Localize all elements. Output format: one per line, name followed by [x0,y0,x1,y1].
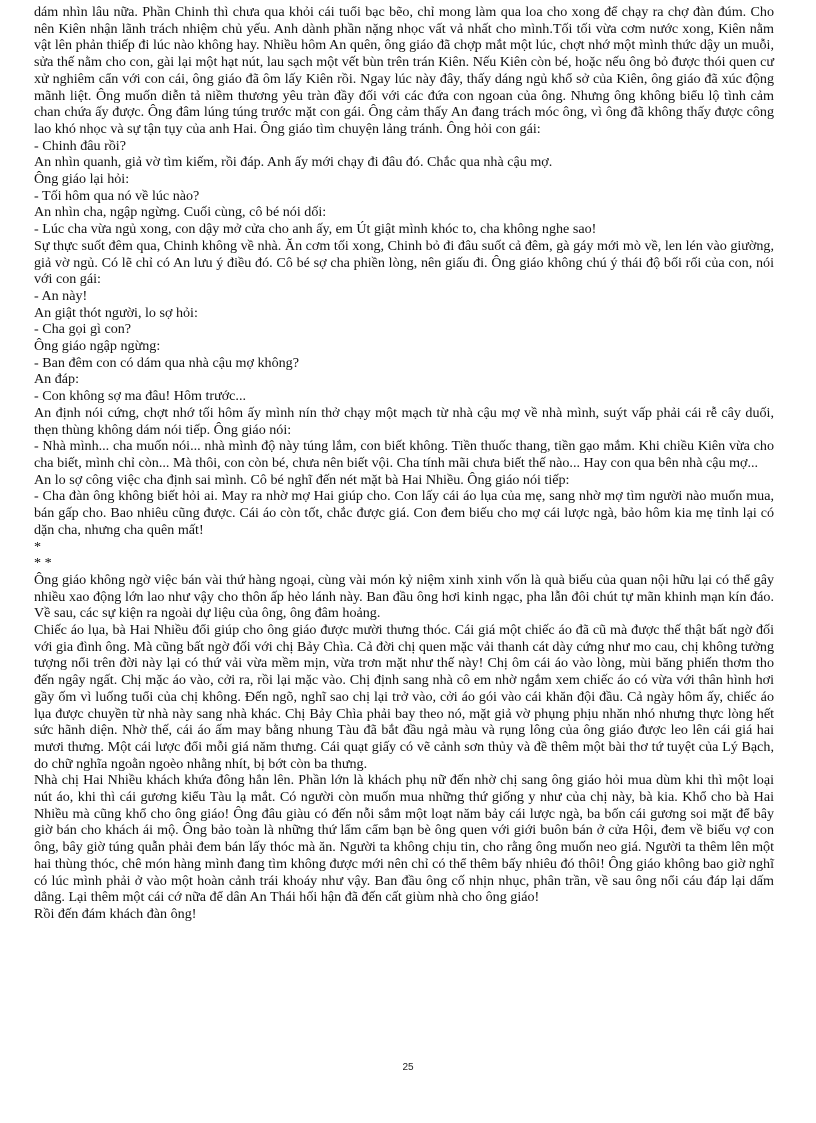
paragraph: An lo sợ công việc cha định sai mình. Cô bé nghĩ đến nét mặt bà Hai Nhiều. Ông giáo nói tiếp: [34,471,570,488]
paragraph: An định nói cứng, chợt nhớ tối hôm ấy mình nín thở chạy một mạch từ nhà cậu mợ về nhà mình, suýt vấp phải cái rễ cây duối, thẹn thùng không dám nói tiếp. Ông giáo nói: [34,404,774,438]
paragraph: Ông giáo ngập ngừng: [34,338,161,355]
paragraph: - Con không sợ ma đâu! Hôm trước... [34,388,246,405]
paragraph: - Nhà mình... cha muốn nói... nhà mình độ này túng lắm, con biết không. Tiền thuốc thang, tiền gạo mắm. Khi chiều Kiên vừa cho cha biết, mình chỉ còn... Mà thôi, con còn bé, chưa nên biết vội. Cha tính mãi chưa biết thế nào... Hay con qua bên nhà cậu mợ... [34,438,774,471]
paragraph: - An này! [34,287,88,304]
page-number: 25 [402,1062,414,1073]
body-text [34,4,774,923]
paragraph: An nhìn cha, ngập ngừng. Cuối cùng, cô bé nói dối: [34,204,327,221]
paragraph: Rồi đến đám khách đàn ông! [34,905,197,922]
paragraph: - Lúc cha vừa ngủ xong, con dậy mở cửa cho anh ấy, em Út giật mình khóc to, cha không nghe sao! [34,221,597,238]
paragraph: An nhìn quanh, giả vờ tìm kiếm, rồi đáp. Anh ấy mới chạy đi đâu đó. Chắc qua nhà cậu mợ. [34,154,553,171]
paragraph: - Tối hôm qua nó về lúc nào? [34,187,200,204]
paragraph: * * [34,555,52,572]
paragraph: Ông giáo không ngờ việc bán vài thứ hàng ngoại, cùng vài món kỷ niệm xinh xinh vốn là quà biếu của quan nội hữu lại có thể gây nhiều xao động lớn lao như vậy cho thôn ấp hẻo lánh này. Ban đầu ông hơi kinh ngạc, pha lẫn đôi chút tự mãn khinh mạn kín đáo. Về sau, các sự kiện ra ngoài dự liệu của ông, ông đâm hoảng. [34,571,774,622]
paragraph: - Ban đêm con có dám qua nhà cậu mợ không? [34,354,299,371]
paragraph: Nhà chị Hai Nhiều khách khứa đông hẳn lên. Phần lớn là khách phụ nữ đến nhờ chị sang ông giáo hỏi mua dùm khi thì một loại nút áo, khi thì cái gương kiểu Tàu lạ mắt. Có người còn muốn mua những thứ giống y như của chị này, bà kia. Khổ cho bà Hai Nhiều mà cũng khổ cho ông giáo! Ông đâu giàu có đến nỗi sắm một loạt năm bảy cái lược ngà, ba bốn cái gương soi mặt để bây giờ bán cho khách ái mộ. Ông bảo toàn là những thứ lẩm cẩm bạn bè ông quen với giới buôn bán ở cửa Hội, đem về biếu vợ con ông, bây giờ túng quẫn phải đem bán lấy thóc mà ăn. Người ta không chịu tin, cho rằng ông muốn neo giá. Người ta thêm lên một hai thùng thóc, chê món hàng mình đang tìm không được mới nên chỉ có thể thêm bấy nhiêu đó thôi! Ông giáo không bao giờ nghĩ có lúc mình phải ở vào một hoàn cảnh trái khoáy như vậy. Ban đầu ông cố nhịn nhục, phân trần, về sau ông nổi cáu đáp lại dấm dẳng. Lại thêm một cái cớ nữa để dân An Thái hối hận đã đến cất giùm nhà cho ông giáo! [34,772,774,906]
paragraph: - Cha gọi gì con? [34,321,132,338]
paragraph: - Chinh đâu rồi? [34,137,126,154]
paragraph: An đáp: [34,371,80,388]
paragraph: - Cha đàn ông không biết hỏi ai. May ra nhờ mợ Hai giúp cho. Con lấy cái áo lụa của mẹ, sang nhờ mợ tìm người nào muốn mua, bán gấp cho. Bao nhiêu cũng được. Cái áo còn tốt, chắc được giá. Con đem biếu cho mợ cái lược ngà, bảo hôm kia mẹ tỉnh lại có dặn cha, nhưng cha quên mất! [34,488,774,538]
paragraph: * [34,538,42,555]
paragraph: Ông giáo lại hỏi: [34,171,130,188]
paragraph: Sự thực suốt đêm qua, Chinh không về nhà. Ăn cơm tối xong, Chinh bỏ đi đâu suốt cả đêm, gà gáy mới mò về, len lén vào giường, giả vờ ngủ. Có lẽ chỉ có An lưu ý điều đó. Cô bé sợ cha phiền lòng, nên giấu đi. Ông giáo không chú ý thái độ bối rối của con, nói với con gái: [34,237,774,288]
paragraph: Chiếc áo lụa, bà Hai Nhiều đổi giúp cho ông giáo được mười thưng thóc. Cái giá một chiếc áo đã cũ mà được thế thật bất ngờ đối với gia đình ông. Mà cũng bất ngờ đối với chị Bảy Chìa. Cả đời chị quen mặc vải thanh cát dày cứng như mo cau, chị không tưởng tượng nổi trên đời này lại có thứ vải vừa mềm mịn, vừa trơn mặt như thế này! Chị ôm cái áo vào lòng, mùi băng phiến thơm tho đến ngây ngất. Chị mặc áo vào, cởi ra, rồi lại mặc vào. Chị định sang nhà cô em nhờ ngắm xem chiếc áo có vừa với thân hình hơi gầy ốm vì luống tuổi của chị không. Đến ngõ, nghĩ sao chị lại trở vào, cởi áo gói vào cái khăn đội đầu. Cả ngày hôm ấy, chiếc áo lụa được chuyền từ nhà này sang nhà khác. Chị Bảy Chìa phải bay theo nó, mặt giả vờ phụng phịu nhăn nhó nhưng thực lòng hết sức hãnh diện. Nhờ thế, cái áo ấm may bằng nhung Tàu đã bắt đầu ngả màu và rụng lông của ông giáo được leo lên cái giá hai mươi thưng. Một cái lược đổi mỗi giá năm thưng. Cái quạt giấy có vẽ cảnh sơn thủy và đề thêm một bài thơ tứ tuyệt của Lý Bạch, do chữ nghĩa ngoằn ngoèo nhằng nhít, bị bớt còn ba thưng. [34,622,774,772]
paragraph: An giật thót người, lo sợ hỏi: [34,304,198,321]
paragraph: dám nhìn lâu nữa. Phần Chinh thì chưa qua khỏi cái tuổi bạc bẽo, chỉ mong làm qua loa cho xong để chạy ra chợ đàn đúm. Cho nên Kiên nhận lãnh trách nhiệm chủ yếu. Anh dành phần nặng nhọc vất vả nhất cho mình.Tối tối vừa cơm nước xong, Kiên nằm vật lên phản thiếp đi lúc nào không hay. Nhiều hôm An quên, ông giáo đã chợp mắt một lúc, chợt nhớ một mình thức dậy un muỗi, sửa thế nằm cho con, gài lại một hạt nút, lau sạch một vết bùn trên trán Kiên. Nếu Kiên còn bé, hoặc nếu ông bỏ được thói quen cư xử nghiêm cẩn với con cái, ông giáo đã ôm lấy Kiên rồi. Ngay lúc này đây, thấy dáng ngủ khổ sở của Kiên, ông giáo đã xúc động mãnh liệt. Ông muốn diễn tả niềm thương yêu tràn đầy đối với các đứa con ngoan của ông. Nhưng ông không biểu lộ tình cảm chan chứa ấy được. Ông đâm lúng túng trước mặt con gái. Ông cảm thấy An đang trách móc ông, vì ông đã không thấy được công lao khó nhọc và sự tận tụy của anh Hai. Ông giáo tìm chuyện lảng tránh. Ông hỏi con gái: [34,4,774,137]
